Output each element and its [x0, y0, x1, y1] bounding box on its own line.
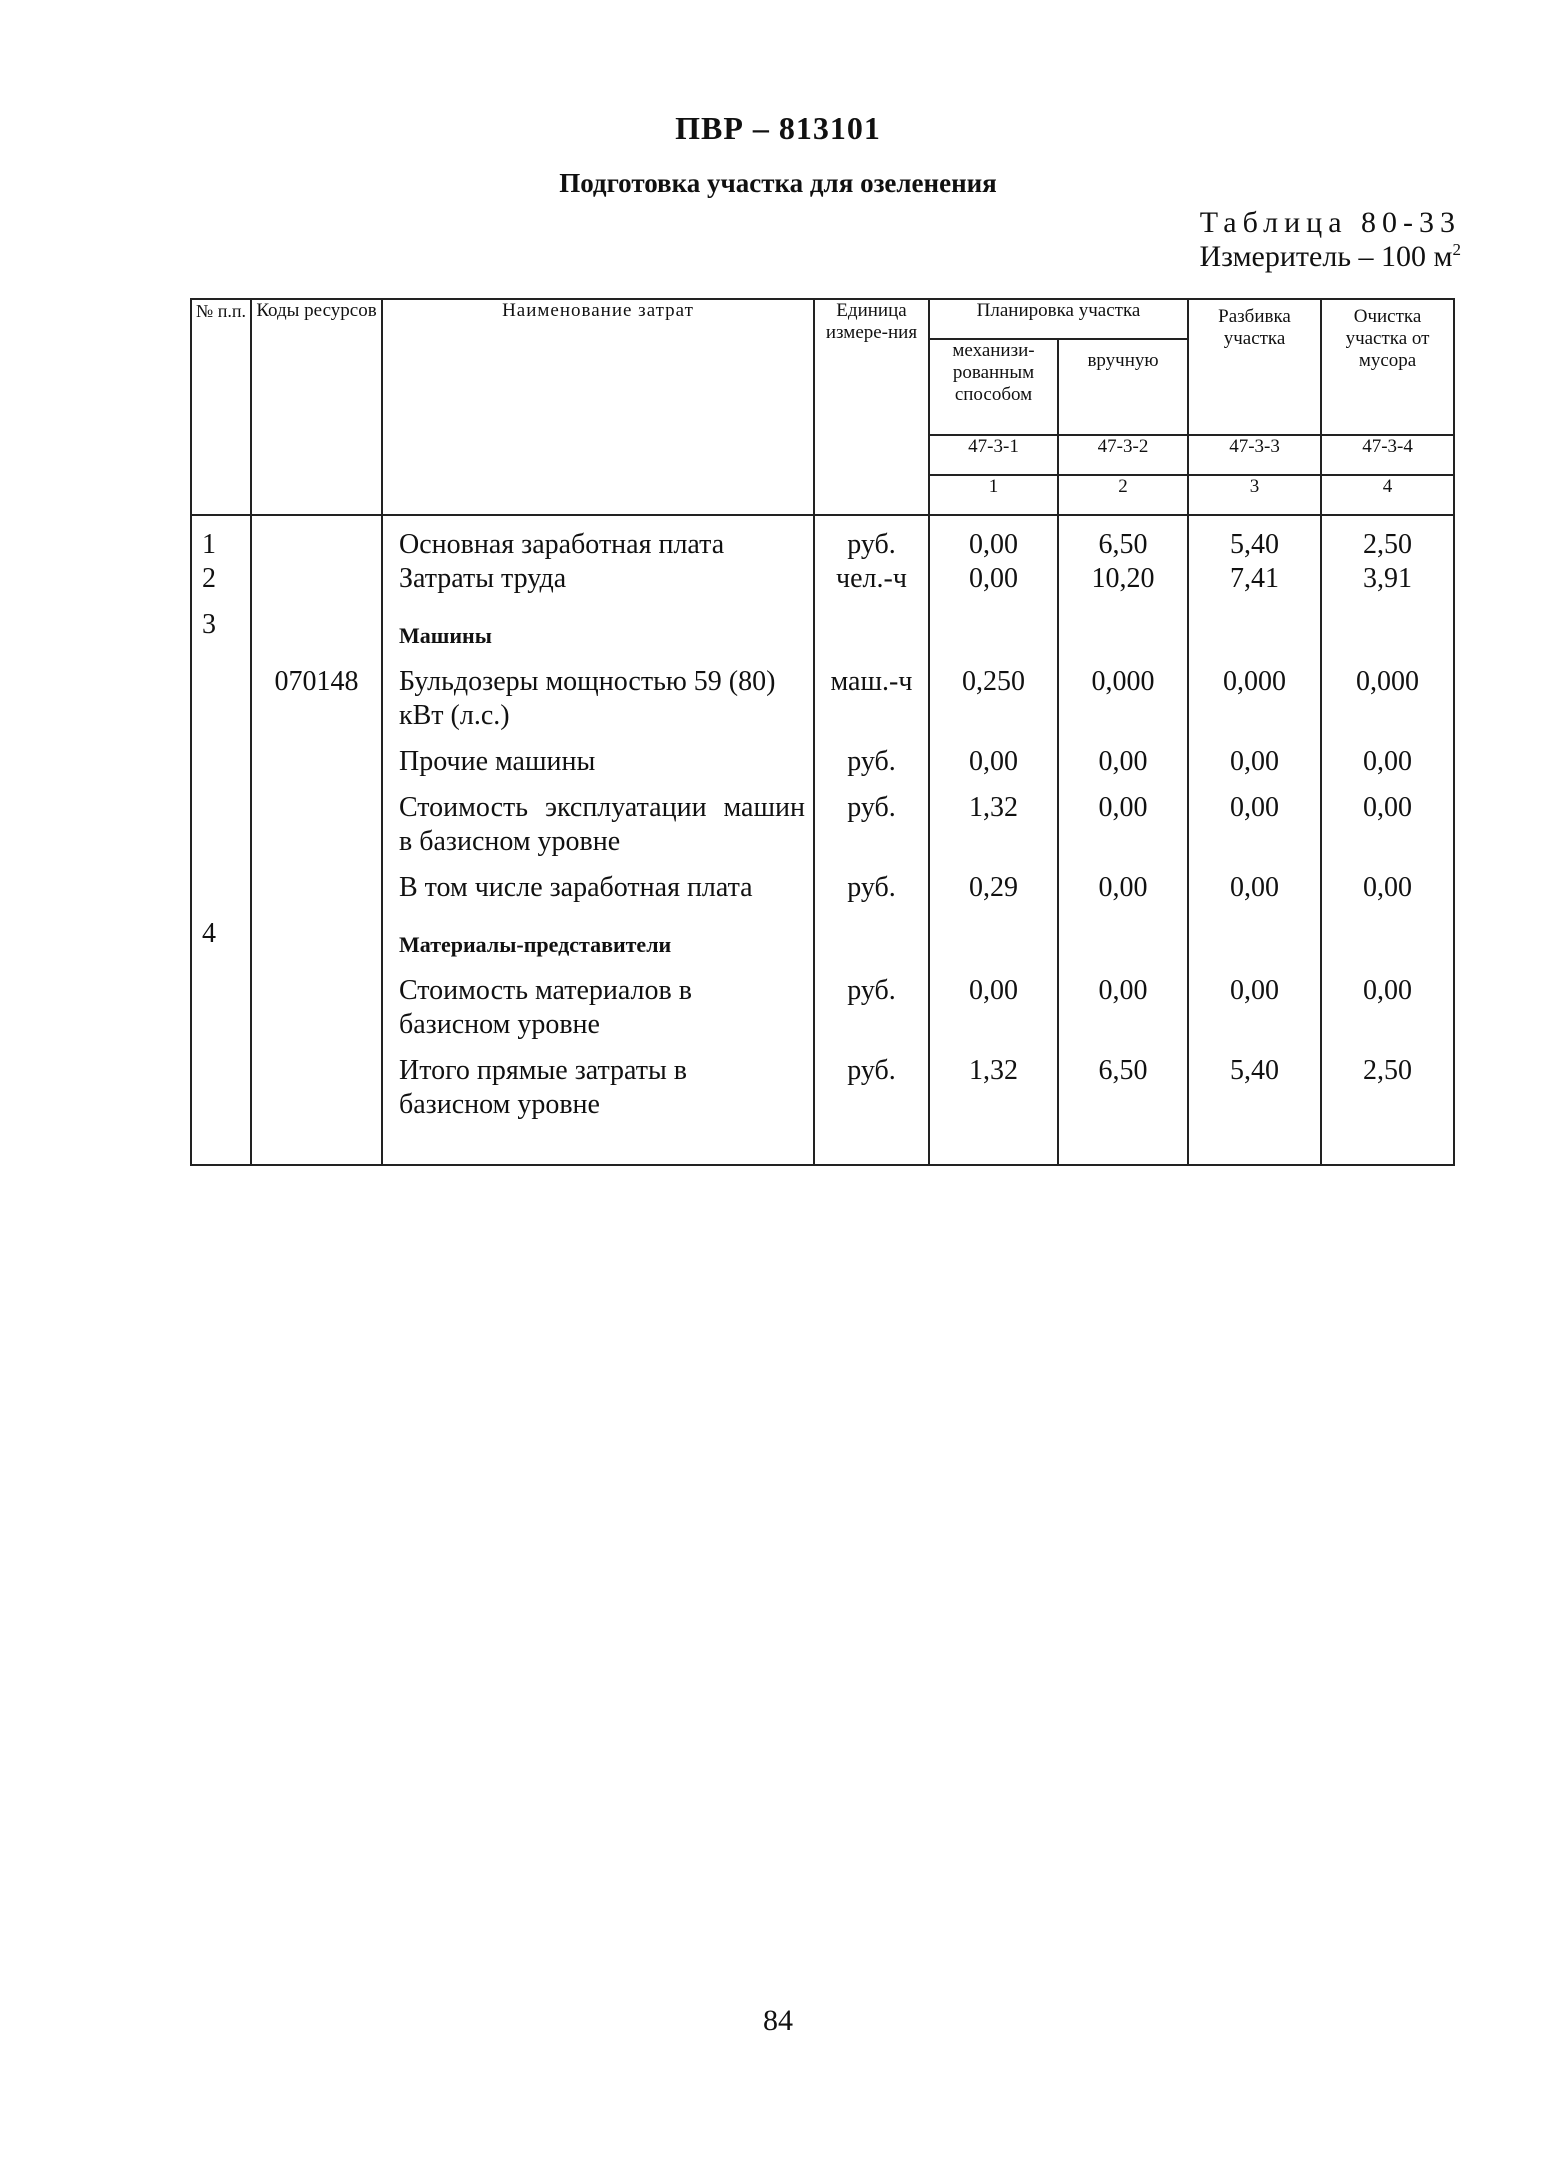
- value-3: 5,40: [1188, 515, 1321, 562]
- value-4: 2,50: [1321, 515, 1454, 562]
- cost-name: Стоимость материалов в базисном уровне: [382, 962, 814, 1042]
- header-num: № п.п.: [191, 299, 251, 515]
- value-4: 0,000: [1321, 653, 1454, 733]
- measure-unit: [1199, 240, 1461, 274]
- value-2: 0,00: [1058, 733, 1188, 779]
- resource-code: [251, 1042, 382, 1122]
- unit: руб.: [814, 779, 929, 859]
- resource-code: [251, 515, 382, 562]
- value-3: 0,000: [1188, 653, 1321, 733]
- cost-name: Прочие машины: [382, 733, 814, 779]
- unit: руб.: [814, 515, 929, 562]
- value-3: 5,40: [1188, 1042, 1321, 1122]
- cost-table: [190, 298, 1455, 1166]
- table-row: [191, 596, 1454, 653]
- table-row: [191, 653, 1454, 733]
- cost-name: Бульдозеры мощностью 59 (80) кВт (л.с.): [382, 653, 814, 733]
- resource-code: [251, 962, 382, 1042]
- cost-name: Основная заработная плата: [382, 515, 814, 562]
- value-1: 0,00: [929, 733, 1058, 779]
- row-num: 4: [191, 905, 251, 962]
- value-2: 6,50: [1058, 515, 1188, 562]
- header-codes: Коды ресурсов: [251, 299, 382, 515]
- value-2: 0,000: [1058, 653, 1188, 733]
- value-1: 0,29: [929, 859, 1058, 905]
- unit: руб.: [814, 1042, 929, 1122]
- measure-unit-exponent: 2: [1452, 240, 1461, 259]
- unit: руб.: [814, 733, 929, 779]
- value-4: 3,91: [1321, 562, 1454, 596]
- table-row: [191, 733, 1454, 779]
- resource-code: [251, 733, 382, 779]
- header-name: Наименование затрат: [382, 299, 814, 515]
- unit: маш.-ч: [814, 653, 929, 733]
- table-row: [191, 859, 1454, 905]
- value-1: 0,00: [929, 515, 1058, 562]
- value-4: 2,50: [1321, 1042, 1454, 1122]
- cost-name: Затраты труда: [382, 562, 814, 596]
- value-4: 0,00: [1321, 733, 1454, 779]
- cost-name: В том числе заработная плата: [382, 859, 814, 905]
- section-title-text: Материалы-представители: [399, 932, 672, 957]
- value-3: 0,00: [1188, 733, 1321, 779]
- value-3: 7,41: [1188, 562, 1321, 596]
- header-index-4: 4: [1321, 475, 1454, 515]
- resource-code: [251, 779, 382, 859]
- header-index-1: 1: [929, 475, 1058, 515]
- table-label: Таблица 80-33: [1199, 206, 1461, 239]
- header-code-1: 47-3-1: [929, 435, 1058, 475]
- value-3: 0,00: [1188, 779, 1321, 859]
- table-row: [191, 1042, 1454, 1122]
- section-title-text: Машины: [399, 623, 492, 648]
- header-code-3: 47-3-3: [1188, 435, 1321, 475]
- table-row: [191, 905, 1454, 962]
- value-1: 0,00: [929, 962, 1058, 1042]
- value-4: 0,00: [1321, 962, 1454, 1042]
- row-num: [191, 962, 251, 1042]
- row-num: 2: [191, 562, 251, 596]
- value-2: 0,00: [1058, 859, 1188, 905]
- header-code-2: 47-3-2: [1058, 435, 1188, 475]
- unit: руб.: [814, 859, 929, 905]
- section-title: [382, 596, 814, 653]
- section-title: [382, 905, 814, 962]
- row-num: [191, 1042, 251, 1122]
- resource-code: 070148: [251, 653, 382, 733]
- cost-name: Итого прямые затраты в базисном уровне: [382, 1042, 814, 1122]
- resource-code: [251, 859, 382, 905]
- resource-code: [251, 562, 382, 596]
- row-num: [191, 779, 251, 859]
- header-planning: Планировка участка: [929, 299, 1188, 339]
- header-unit: Единица измере-ния: [814, 299, 929, 515]
- row-num: [191, 859, 251, 905]
- value-1: 1,32: [929, 1042, 1058, 1122]
- table-row: [191, 962, 1454, 1042]
- table-bottom-spacer: [191, 1122, 1454, 1165]
- table-row: [191, 515, 1454, 562]
- page-number: 84: [763, 2004, 793, 2037]
- header-manual: вручную: [1058, 339, 1188, 435]
- document-code: ПВР – 813101: [675, 110, 881, 146]
- header-marking: Разбивка участка: [1188, 299, 1321, 435]
- row-num: [191, 733, 251, 779]
- measure-unit-text: Измеритель – 100 м: [1199, 240, 1453, 273]
- value-2: 0,00: [1058, 779, 1188, 859]
- value-1: 0,250: [929, 653, 1058, 733]
- unit: руб.: [814, 962, 929, 1042]
- value-4: 0,00: [1321, 859, 1454, 905]
- header-code-4: 47-3-4: [1321, 435, 1454, 475]
- table-row: [191, 562, 1454, 596]
- document-title: Подготовка участка для озеленения: [559, 168, 997, 198]
- unit: чел.-ч: [814, 562, 929, 596]
- value-1: 0,00: [929, 562, 1058, 596]
- value-2: 6,50: [1058, 1042, 1188, 1122]
- cost-name: Стоимость эксплуатации машин в базисном уровне: [382, 779, 814, 859]
- row-num: [191, 653, 251, 733]
- value-3: 0,00: [1188, 962, 1321, 1042]
- header-cleaning: Очистка участка от мусора: [1321, 299, 1454, 435]
- header-index-2: 2: [1058, 475, 1188, 515]
- value-2: 10,20: [1058, 562, 1188, 596]
- row-num: 3: [191, 596, 251, 653]
- value-2: 0,00: [1058, 962, 1188, 1042]
- value-3: 0,00: [1188, 859, 1321, 905]
- header-index-3: 3: [1188, 475, 1321, 515]
- row-num: 1: [191, 515, 251, 562]
- value-1: 1,32: [929, 779, 1058, 859]
- table-row: [191, 779, 1454, 859]
- header-mechanized: механизи-рованным способом: [929, 339, 1058, 435]
- value-4: 0,00: [1321, 779, 1454, 859]
